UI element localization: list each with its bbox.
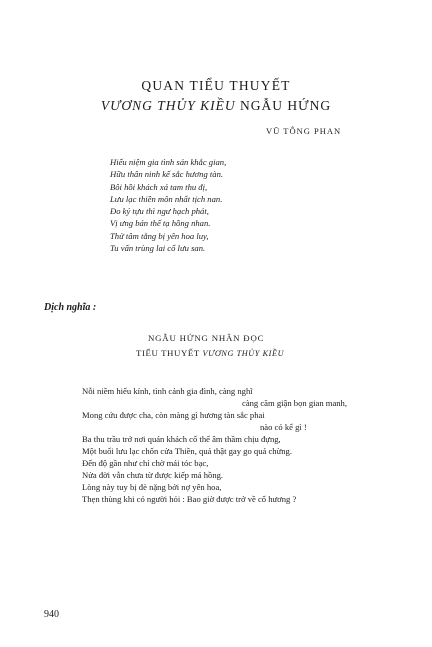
- verse-line-continued: càng căm giận bọn gian manh,: [242, 398, 348, 408]
- verse-line: Thẹn thùng khi có người hỏi : Bao giờ được trở về cố hương ?: [82, 494, 297, 504]
- poem-title-line-1: QUAN TIỂU THUYẾT: [141, 78, 291, 93]
- poem-line: Tu vấn trùng lai cố lưu san.: [110, 243, 206, 254]
- poem-line: Bôi hồi khách xá tam thu đị,: [110, 181, 208, 192]
- poem-title-line-2: [0, 98, 432, 114]
- translation-label: Dịch nghĩa :: [44, 302, 97, 313]
- translation-verse: [82, 385, 402, 505]
- poem-line: Thử tâm tằng bị yên hoa luy,: [110, 230, 209, 241]
- original-poem: [110, 156, 226, 254]
- verse-line: Đến độ gần như chỉ chờ mái tóc bạc,: [82, 458, 209, 468]
- poem-line: Đo kỷ tựu thì ngư hạch phát,: [110, 206, 209, 217]
- poem-line: Hiếu niệm gia tình sán khắc gian,: [110, 157, 227, 167]
- verse-line: Nỗi niềm hiếu kính, tình cảnh gia đình, càng nghĩ: [82, 386, 253, 396]
- verse-line: Mong cứu được cha, còn màng gì hương tàn sắc phai: [82, 410, 265, 420]
- verse-line: Một buổi lưu lạc chốn cửa Thiền, quả thật gay go quá chừng.: [82, 446, 292, 456]
- page-number: 940: [44, 609, 59, 620]
- translation-title-line-1: NGẪU HỨNG NHÂN ĐỌC: [148, 333, 265, 343]
- verse-line: Nửa đời vẫn chưa từ được kiếp má hồng.: [82, 470, 224, 480]
- poem-line: Vị ưng bán thế tạ hồng nhan.: [110, 218, 211, 229]
- verse-line-continued: nào có kể gì !: [260, 422, 307, 432]
- poem-title-plain-part: NGẪU HỨNG: [239, 98, 332, 113]
- poem-author: VŨ TÔNG PHAN: [266, 126, 342, 136]
- translation-title-italic-part: VƯƠNG THỦY KIỀU: [202, 349, 285, 358]
- poem-title-italic-part: VƯƠNG THỦY KIỀU: [100, 98, 236, 113]
- translation-title-plain-part: TIỂU THUYẾT: [136, 348, 200, 358]
- verse-line: Lòng này tuy bị đè nặng bởi nợ yên hoa,: [82, 482, 222, 492]
- verse-line: Ba thu trầu trở nơi quán khách cố thể âm thầm chịu đựng,: [82, 434, 281, 444]
- poem-line: Lưu lạc thiền môn nhất tịch nan.: [110, 193, 223, 204]
- poem-line: Hữu thân ninh kế sắc hương tàn.: [110, 169, 224, 180]
- translation-title-line-2: [136, 348, 284, 358]
